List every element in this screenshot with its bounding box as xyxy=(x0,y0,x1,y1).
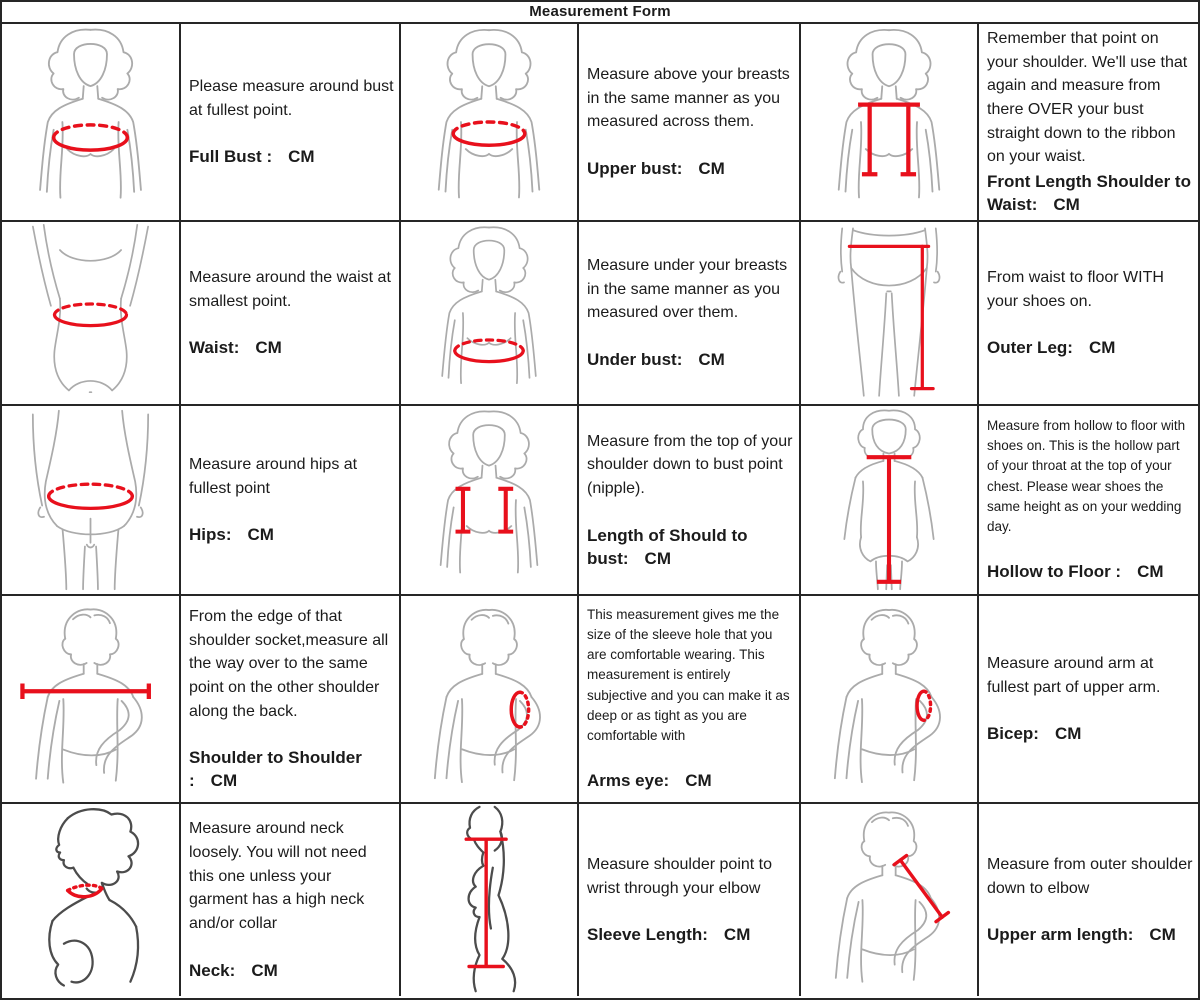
front-length-label: Front Length Shoulder to Waist: CM xyxy=(987,172,1191,215)
cell-shoulder-to-bust-figure xyxy=(401,406,579,596)
waist-description: Measure around the waist at smallest point. xyxy=(189,268,391,310)
hollow-to-floor-unit: CM xyxy=(1137,562,1164,582)
outer-leg-unit: CM xyxy=(1088,338,1116,358)
neck-unit: CM xyxy=(251,960,278,980)
outer-leg-figure-icon xyxy=(802,223,976,403)
bicep-figure-icon xyxy=(802,597,976,801)
arms-eye-unit: CM xyxy=(685,771,712,791)
sleeve-length-unit: CM xyxy=(723,925,751,945)
upper-bust-unit: CM xyxy=(698,159,725,179)
hips-label: Hips: CM xyxy=(189,525,274,545)
cell-shoulder-to-bust-text xyxy=(579,406,801,596)
sleeve-length-description: Measure shoulder point to wrist through your elbow xyxy=(587,855,772,897)
cell-hollow-to-floor-figure xyxy=(801,406,979,596)
cell-hips-figure xyxy=(2,406,181,596)
neck-label: Neck: CM xyxy=(189,960,278,980)
hips-unit: CM xyxy=(247,525,274,545)
upper-arm-length-figure-icon xyxy=(802,805,976,995)
cell-shoulder-to-shoulder-text xyxy=(181,596,401,804)
upper-arm-length-description: Measure from outer shoulder down to elbow xyxy=(987,855,1193,897)
full-bust-description: Please measure around bust at fullest point. xyxy=(189,77,394,119)
outer-leg-label: Outer Leg: CM xyxy=(987,338,1116,358)
neck-figure-icon xyxy=(3,805,178,995)
arms-eye-figure-icon xyxy=(402,597,576,801)
hollow-to-floor-description: Measure from hollow to floor with shoes on. This is the hollow part of your throat at the top of your chest. Please wear shoes the same height as on your wedding day. xyxy=(987,417,1186,535)
under-bust-unit: CM xyxy=(698,350,725,370)
hips-description: Measure around hips at fullest point xyxy=(189,455,358,497)
cell-full-bust-text xyxy=(181,24,401,222)
hollow-to-floor-label: Hollow to Floor : CM xyxy=(987,562,1164,582)
cell-sleeve-length-text xyxy=(579,804,801,996)
outer-leg-description: From waist to floor WITH your shoes on. xyxy=(987,268,1164,310)
cell-neck-text xyxy=(181,804,401,996)
shoulder-to-bust-unit: CM xyxy=(644,548,671,568)
page-title: Measurement Form xyxy=(2,2,1198,24)
cell-front-length-text xyxy=(979,24,1198,222)
full-bust-label: Full Bust : CM xyxy=(189,147,315,167)
shoulder-to-shoulder-label: Shoulder to Shoulder : CM xyxy=(189,748,362,791)
arms-eye-label: Arms eye: CM xyxy=(587,771,712,791)
arms-eye-description: This measurement gives me the size of the sleeve hole that you are comfortable wearing. This measurement is entirely subjective and you can make it as deep or as tight as you are comfortable with xyxy=(587,606,790,744)
cell-arms-eye-figure xyxy=(401,596,579,804)
cell-under-bust-figure xyxy=(401,222,579,406)
shoulder-to-bust-description: Measure from the top of your shoulder down to bust point (nipple). xyxy=(587,432,793,497)
hollow-to-floor-figure-icon xyxy=(802,407,976,593)
waist-label: Waist: CM xyxy=(189,338,282,358)
cell-outer-leg-figure xyxy=(801,222,979,406)
cell-neck-figure xyxy=(2,804,181,996)
front-length-unit: CM xyxy=(1053,195,1080,215)
cell-sleeve-length-figure xyxy=(401,804,579,996)
cell-bicep-figure xyxy=(801,596,979,804)
cell-waist-text xyxy=(181,222,401,406)
full-bust-unit: CM xyxy=(288,147,315,167)
upper-arm-length-unit: CM xyxy=(1149,925,1176,945)
sleeve-length-figure-icon xyxy=(402,805,576,995)
measurement-grid xyxy=(2,24,1198,996)
shoulder-to-shoulder-figure-icon xyxy=(3,597,178,801)
cell-arms-eye-text xyxy=(579,596,801,804)
bicep-label: Bicep: CM xyxy=(987,724,1082,744)
upper-bust-description: Measure above your breasts in the same manner as you measured across them. xyxy=(587,66,790,131)
under-bust-label: Under bust: CM xyxy=(587,350,725,370)
cell-upper-bust-text xyxy=(579,24,801,222)
waist-unit: CM xyxy=(255,338,282,358)
cell-full-bust-figure xyxy=(2,24,181,222)
full-bust-figure-icon xyxy=(3,25,178,219)
under-bust-figure-icon xyxy=(402,223,576,403)
upper-bust-label: Upper bust: CM xyxy=(587,159,725,179)
neck-description: Measure around neck loosely. You will not need this one unless your garment has a high neck and/or collar xyxy=(189,820,367,933)
upper-arm-length-label: Upper arm length: CM xyxy=(987,925,1176,945)
shoulder-to-bust-figure-icon xyxy=(402,407,576,593)
front-length-figure-icon xyxy=(802,25,976,219)
sleeve-length-label: Sleeve Length: CM xyxy=(587,925,751,945)
waist-figure-icon xyxy=(3,223,178,403)
upper-bust-figure-icon xyxy=(402,25,576,219)
cell-bicep-text xyxy=(979,596,1198,804)
bicep-description: Measure around arm at fullest part of upper arm. xyxy=(987,654,1161,696)
cell-shoulder-to-shoulder-figure xyxy=(2,596,181,804)
cell-front-length-figure xyxy=(801,24,979,222)
shoulder-to-shoulder-description: From the edge of that shoulder socket,measure all the way over to the same point on the other shoulder along the back. xyxy=(189,607,389,720)
under-bust-description: Measure under your breasts in the same manner as you measured over them. xyxy=(587,257,788,322)
cell-waist-figure xyxy=(2,222,181,406)
cell-upper-bust-figure xyxy=(401,24,579,222)
cell-hollow-to-floor-text xyxy=(979,406,1198,596)
bicep-unit: CM xyxy=(1054,724,1082,744)
cell-upper-arm-length-figure xyxy=(801,804,979,996)
cell-under-bust-text xyxy=(579,222,801,406)
cell-hips-text xyxy=(181,406,401,596)
shoulder-to-bust-label: Length of Should to bust: CM xyxy=(587,525,748,568)
hips-figure-icon xyxy=(3,407,178,593)
cell-upper-arm-length-text xyxy=(979,804,1198,996)
front-length-description: Remember that point on your shoulder. We'll use that again and measure from there OVER your bust straight down to the ribbon on your waist. xyxy=(987,30,1188,166)
cell-outer-leg-text xyxy=(979,222,1198,406)
shoulder-to-shoulder-unit: CM xyxy=(210,771,238,791)
